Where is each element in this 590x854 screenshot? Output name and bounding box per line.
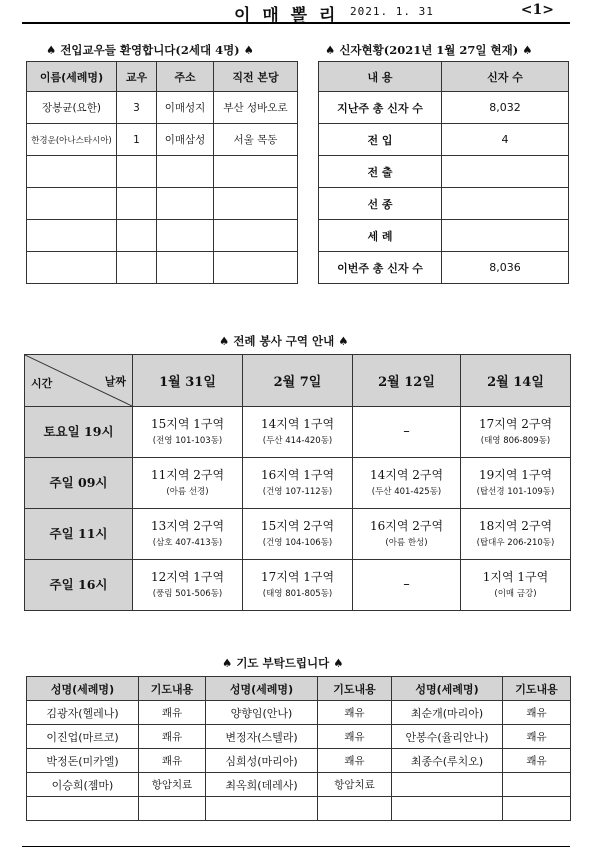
schedule-table bbox=[24, 354, 571, 611]
zone-label: 18지역 2구역 bbox=[478, 519, 553, 534]
time-label: 토요일 19시 bbox=[25, 407, 133, 458]
table-cell bbox=[27, 797, 139, 821]
date-header: 2월 12일 bbox=[353, 355, 461, 407]
empty-dash: – bbox=[403, 576, 410, 592]
schedule-cell bbox=[133, 509, 243, 560]
area-label: (삼호 407-413동) bbox=[152, 538, 223, 549]
zone-label: 19지역 1구역 bbox=[478, 468, 553, 483]
table-cell bbox=[117, 220, 157, 252]
table-cell bbox=[214, 252, 298, 284]
table-cell: 8,032 bbox=[442, 92, 569, 124]
table-cell bbox=[503, 797, 571, 821]
table-cell bbox=[157, 156, 214, 188]
zone-label: 13지역 2구역 bbox=[150, 519, 225, 534]
page-number: <1> bbox=[520, 2, 554, 18]
column-header: 성명(세례명) bbox=[392, 677, 503, 701]
table-cell bbox=[157, 188, 214, 220]
schedule-cell bbox=[133, 560, 243, 611]
table-cell: 안봉수(율리안나) bbox=[392, 725, 503, 749]
table-cell: 서울 목동 bbox=[214, 124, 298, 156]
schedule-section-title: ♠ 전례 봉사 구역 안내 ♠ bbox=[219, 334, 349, 348]
area-label: (아름 선경) bbox=[166, 487, 209, 498]
transfer-table bbox=[26, 61, 298, 284]
table-row bbox=[27, 252, 298, 284]
table-cell: 이매삼성 bbox=[157, 124, 214, 156]
table-cell: 심희성(마리아) bbox=[206, 749, 318, 773]
row-label: 선 종 bbox=[319, 188, 442, 220]
column-header: 기도내용 bbox=[139, 677, 206, 701]
schedule-cell bbox=[461, 560, 571, 611]
schedule-cell bbox=[133, 458, 243, 509]
schedule-cell bbox=[243, 509, 353, 560]
time-label: 주일 11시 bbox=[25, 509, 133, 560]
header-rule bbox=[22, 22, 570, 24]
table-cell bbox=[27, 220, 117, 252]
zone-label: 14지역 1구역 bbox=[260, 417, 335, 432]
schedule-cell bbox=[353, 560, 461, 611]
row-label: 지난주 총 신자 수 bbox=[319, 92, 442, 124]
area-label: (아름 한성) bbox=[385, 538, 428, 549]
column-header: 기도내용 bbox=[503, 677, 571, 701]
table-row bbox=[319, 188, 569, 220]
table-cell: 항암치료 bbox=[139, 773, 206, 797]
table-cell bbox=[214, 220, 298, 252]
table-row bbox=[27, 773, 571, 797]
table-row bbox=[319, 124, 569, 156]
table-cell bbox=[157, 220, 214, 252]
table-row bbox=[27, 701, 571, 725]
table-cell: 항암치료 bbox=[318, 773, 392, 797]
column-header: 이름(세례명) bbox=[27, 62, 117, 92]
column-header: 성명(세례명) bbox=[27, 677, 139, 701]
table-cell bbox=[318, 797, 392, 821]
table-cell bbox=[27, 188, 117, 220]
table-cell bbox=[27, 156, 117, 188]
table-row bbox=[27, 124, 298, 156]
believers-table bbox=[318, 61, 569, 284]
table-cell: 쾌유 bbox=[503, 725, 571, 749]
table-cell bbox=[503, 773, 571, 797]
table-row bbox=[319, 92, 569, 124]
table-cell: 최순개(마리아) bbox=[392, 701, 503, 725]
table-row bbox=[25, 458, 571, 509]
table-row bbox=[27, 797, 571, 821]
row-label: 전 입 bbox=[319, 124, 442, 156]
table-cell: 쾌유 bbox=[139, 725, 206, 749]
table-cell: 최종수(루치오) bbox=[392, 749, 503, 773]
table-row bbox=[25, 407, 571, 458]
bulletin-date: 2021. 1. 31 bbox=[350, 5, 434, 18]
table-cell: 최옥희(데레사) bbox=[206, 773, 318, 797]
area-label: (태영 801-805동) bbox=[262, 589, 333, 600]
date-header: 2월 14일 bbox=[461, 355, 571, 407]
footer-rule bbox=[22, 846, 570, 847]
bulletin-header bbox=[22, 0, 570, 26]
table-cell: 양향임(안나) bbox=[206, 701, 318, 725]
table-cell bbox=[214, 156, 298, 188]
table-cell: 한경운(아나스타시아) bbox=[27, 124, 117, 156]
table-header-row bbox=[27, 62, 298, 92]
table-cell: 쾌유 bbox=[503, 701, 571, 725]
corner-label-time: 시간 bbox=[31, 377, 53, 390]
table-cell bbox=[442, 220, 569, 252]
table-cell bbox=[206, 797, 318, 821]
table-row bbox=[27, 156, 298, 188]
table-row bbox=[27, 725, 571, 749]
table-cell bbox=[392, 773, 503, 797]
area-label: (두산 414-420동) bbox=[262, 436, 333, 447]
table-row bbox=[25, 560, 571, 611]
schedule-cell bbox=[353, 407, 461, 458]
schedule-cell bbox=[243, 407, 353, 458]
table-cell: 박정돈(미카엘) bbox=[27, 749, 139, 773]
schedule-cell bbox=[243, 560, 353, 611]
table-row bbox=[27, 92, 298, 124]
time-label: 주일 16시 bbox=[25, 560, 133, 611]
table-row bbox=[27, 749, 571, 773]
zone-label: 1지역 1구역 bbox=[482, 570, 549, 585]
zone-label: 15지역 2구역 bbox=[260, 519, 335, 534]
table-cell: 쾌유 bbox=[139, 749, 206, 773]
schedule-cell bbox=[461, 458, 571, 509]
table-cell: 쾌유 bbox=[318, 701, 392, 725]
table-row bbox=[25, 509, 571, 560]
table-cell: 쾌유 bbox=[318, 725, 392, 749]
time-label: 주일 09시 bbox=[25, 458, 133, 509]
zone-label: 17지역 1구역 bbox=[260, 570, 335, 585]
area-label: (전영 101-103동) bbox=[152, 436, 223, 447]
empty-dash: – bbox=[403, 423, 410, 439]
table-cell bbox=[27, 252, 117, 284]
table-cell: 변정자(스텔라) bbox=[206, 725, 318, 749]
area-label: (건영 107-112동) bbox=[262, 487, 333, 498]
transfer-section-title: ♠ 전입교우들 환영합니다(2세대 4명) ♠ bbox=[46, 43, 254, 57]
schedule-cell bbox=[133, 407, 243, 458]
corner-label-date: 날짜 bbox=[104, 375, 126, 388]
column-header: 직전 본당 bbox=[214, 62, 298, 92]
table-cell bbox=[139, 797, 206, 821]
table-cell: 쾌유 bbox=[139, 701, 206, 725]
table-header-row bbox=[25, 355, 571, 407]
table-cell bbox=[157, 252, 214, 284]
table-cell bbox=[392, 797, 503, 821]
table-cell bbox=[442, 188, 569, 220]
table-row bbox=[319, 220, 569, 252]
column-header: 성명(세례명) bbox=[206, 677, 318, 701]
zone-label: 16지역 2구역 bbox=[369, 519, 444, 534]
table-cell: 4 bbox=[442, 124, 569, 156]
table-header-row bbox=[27, 677, 571, 701]
area-label: (건영 104-106동) bbox=[262, 538, 333, 549]
schedule-cell bbox=[243, 458, 353, 509]
bulletin-title: 이 매 뽈 리 bbox=[234, 6, 339, 26]
area-label: (탑대우 206-210동) bbox=[476, 538, 555, 549]
schedule-cell bbox=[461, 407, 571, 458]
table-cell: 쾌유 bbox=[318, 749, 392, 773]
column-header: 내 용 bbox=[319, 62, 442, 92]
table-cell: 이매성지 bbox=[157, 92, 214, 124]
table-row bbox=[319, 156, 569, 188]
area-label: (풍림 501-506동) bbox=[152, 589, 223, 600]
area-label: (이매 금강) bbox=[494, 589, 537, 600]
prayer-section-title: ♠ 기도 부탁드립니다 ♠ bbox=[222, 656, 344, 670]
zone-label: 15지역 1구역 bbox=[150, 417, 225, 432]
column-header: 주소 bbox=[157, 62, 214, 92]
table-cell bbox=[117, 156, 157, 188]
zone-label: 14지역 2구역 bbox=[369, 468, 444, 483]
table-cell bbox=[214, 188, 298, 220]
table-cell: 김광자(헬레나) bbox=[27, 701, 139, 725]
zone-label: 11지역 2구역 bbox=[150, 468, 225, 483]
area-label: (탑선경 101-109동) bbox=[476, 487, 555, 498]
zone-label: 17지역 2구역 bbox=[478, 417, 553, 432]
area-label: (두산 401-425동) bbox=[371, 487, 442, 498]
area-label: (태영 806-809동) bbox=[480, 436, 551, 447]
table-cell: 3 bbox=[117, 92, 157, 124]
table-cell: 이진업(마르코) bbox=[27, 725, 139, 749]
table-cell: 쾌유 bbox=[503, 749, 571, 773]
table-header-row bbox=[319, 62, 569, 92]
table-cell: 이승희(젬마) bbox=[27, 773, 139, 797]
zone-label: 16지역 1구역 bbox=[260, 468, 335, 483]
believers-section-title: ♠ 신자현황(2021년 1월 27일 현재) ♠ bbox=[325, 43, 533, 57]
date-header: 1월 31일 bbox=[133, 355, 243, 407]
table-cell bbox=[117, 252, 157, 284]
table-row bbox=[27, 220, 298, 252]
column-header: 교우 bbox=[117, 62, 157, 92]
column-header: 신자 수 bbox=[442, 62, 569, 92]
schedule-cell bbox=[353, 509, 461, 560]
table-cell: 8,036 bbox=[442, 252, 569, 284]
prayer-table bbox=[26, 676, 571, 821]
zone-label: 12지역 1구역 bbox=[150, 570, 225, 585]
row-label: 세 례 bbox=[319, 220, 442, 252]
column-header: 기도내용 bbox=[318, 677, 392, 701]
schedule-cell bbox=[461, 509, 571, 560]
table-cell: 부산 성바오로 bbox=[214, 92, 298, 124]
table-row bbox=[27, 188, 298, 220]
date-header: 2월 7일 bbox=[243, 355, 353, 407]
table-cell bbox=[117, 188, 157, 220]
schedule-cell bbox=[353, 458, 461, 509]
table-row bbox=[319, 252, 569, 284]
corner-header bbox=[25, 355, 133, 407]
table-cell: 1 bbox=[117, 124, 157, 156]
table-cell bbox=[442, 156, 569, 188]
row-label: 전 출 bbox=[319, 156, 442, 188]
table-cell: 장봉균(요한) bbox=[27, 92, 117, 124]
row-label: 이번주 총 신자 수 bbox=[319, 252, 442, 284]
